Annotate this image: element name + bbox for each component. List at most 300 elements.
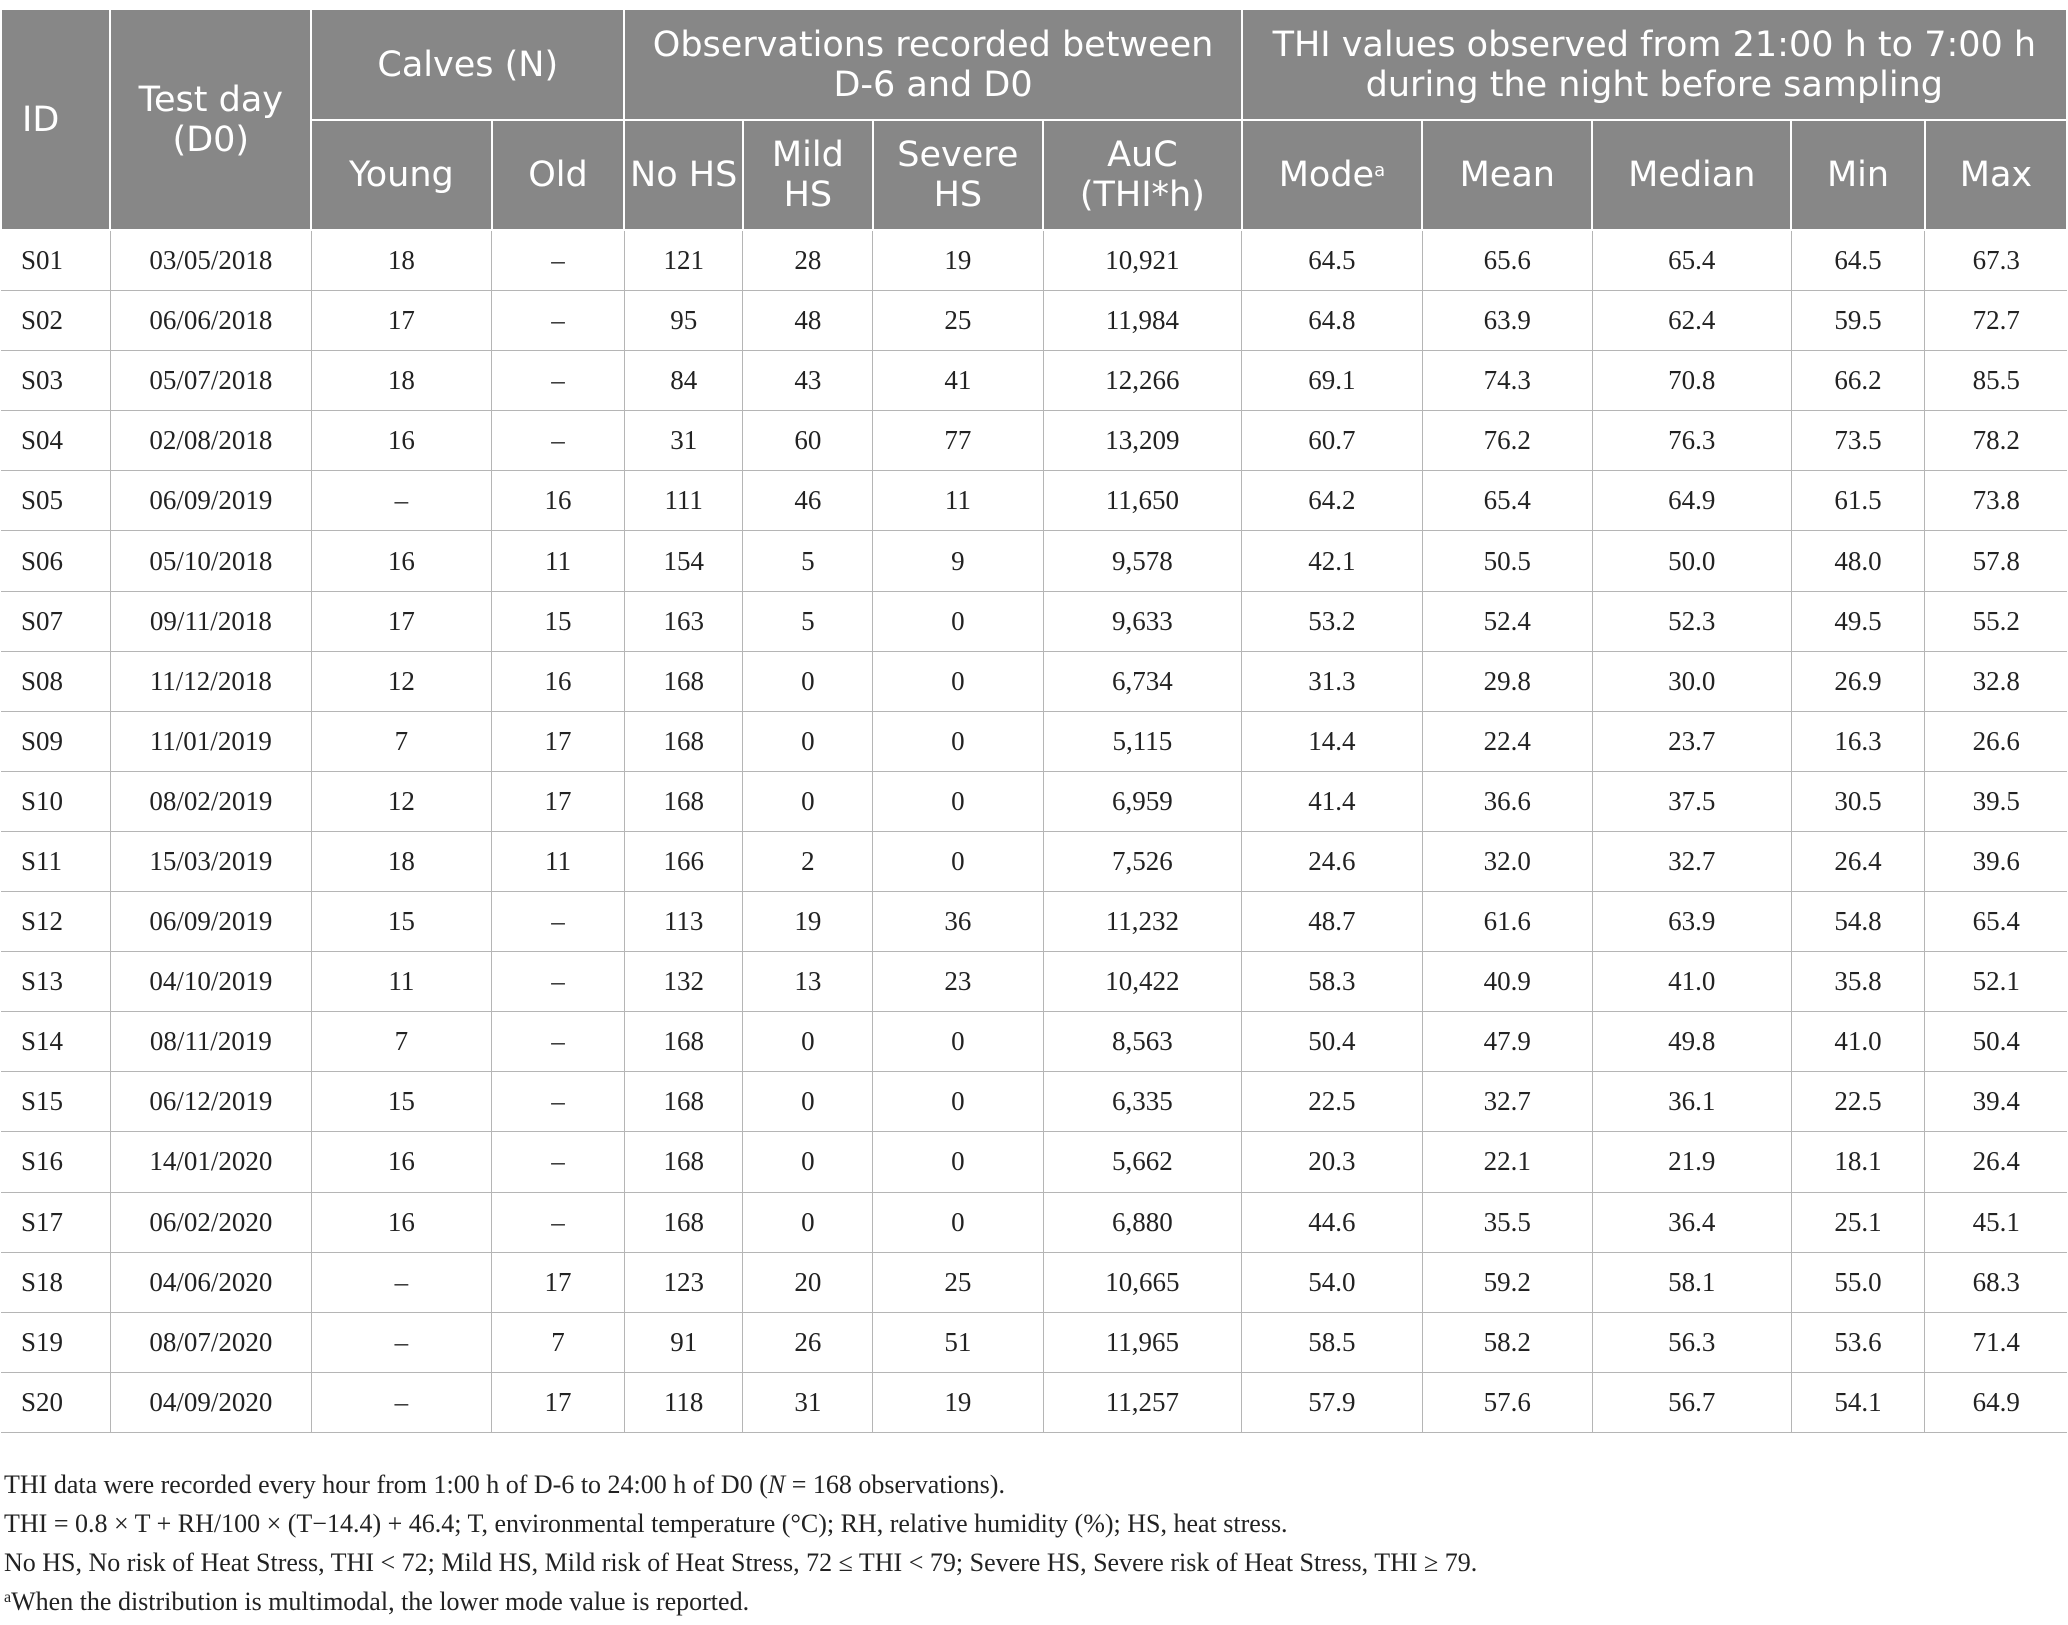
- cell-mode: 48.7: [1242, 892, 1422, 952]
- cell-young: 17: [311, 291, 491, 351]
- cell-mean: 32.7: [1422, 1072, 1592, 1132]
- cell-id: S03: [1, 351, 110, 411]
- cell-old: 11: [492, 531, 625, 591]
- cell-id: S19: [1, 1312, 110, 1372]
- cell-test-day: 05/10/2018: [110, 531, 311, 591]
- footnote-n-symbol: N: [767, 1470, 786, 1499]
- cell-mode: 64.2: [1242, 471, 1422, 531]
- cell-auc: 11,232: [1043, 892, 1242, 952]
- cell-young: –: [311, 1312, 491, 1372]
- cell-id: S05: [1, 471, 110, 531]
- cell-test-day: 05/07/2018: [110, 351, 311, 411]
- cell-auc: 9,578: [1043, 531, 1242, 591]
- cell-mode: 42.1: [1242, 531, 1422, 591]
- cell-min: 26.4: [1791, 831, 1925, 891]
- cell-severe-hs: 23: [873, 952, 1043, 1012]
- cell-max: 52.1: [1925, 952, 2067, 1012]
- col-max-header: Max: [1925, 120, 2067, 230]
- footnote-thi-formula: THI = 0.8 × T + RH/100 × (T−14.4) + 46.4; T, environmental temperature (°C); RH, relative humidity (%); HS, heat stress.: [4, 1509, 1288, 1538]
- table-footnotes: [0, 1465, 2068, 1621]
- cell-no-hs: 168: [624, 651, 743, 711]
- cell-test-day: 06/06/2018: [110, 291, 311, 351]
- cell-old: 17: [492, 771, 625, 831]
- cell-id: S18: [1, 1252, 110, 1312]
- cell-old: 17: [492, 711, 625, 771]
- cell-id: S10: [1, 771, 110, 831]
- mode-label: Mode: [1278, 155, 1375, 195]
- cell-median: 50.0: [1592, 531, 1791, 591]
- cell-test-day: 14/01/2020: [110, 1132, 311, 1192]
- data-table: [0, 8, 2068, 1433]
- cell-min: 18.1: [1791, 1132, 1925, 1192]
- cell-mild-hs: 0: [743, 1012, 873, 1072]
- col-median-header: Median: [1592, 120, 1791, 230]
- col-mode-header: [1242, 120, 1422, 230]
- cell-no-hs: 168: [624, 1012, 743, 1072]
- cell-median: 64.9: [1592, 471, 1791, 531]
- cell-max: 73.8: [1925, 471, 2067, 531]
- cell-id: S06: [1, 531, 110, 591]
- cell-mild-hs: 0: [743, 771, 873, 831]
- cell-min: 55.0: [1791, 1252, 1925, 1312]
- cell-median: 37.5: [1592, 771, 1791, 831]
- cell-mode: 53.2: [1242, 591, 1422, 651]
- cell-mean: 52.4: [1422, 591, 1592, 651]
- table-row: [1, 892, 2067, 952]
- cell-max: 26.6: [1925, 711, 2067, 771]
- cell-old: –: [492, 1072, 625, 1132]
- cell-auc: 7,526: [1043, 831, 1242, 891]
- cell-young: 18: [311, 831, 491, 891]
- cell-min: 22.5: [1791, 1072, 1925, 1132]
- cell-auc: 11,984: [1043, 291, 1242, 351]
- cell-mild-hs: 0: [743, 651, 873, 711]
- cell-mean: 61.6: [1422, 892, 1592, 952]
- cell-min: 66.2: [1791, 351, 1925, 411]
- cell-median: 30.0: [1592, 651, 1791, 711]
- cell-no-hs: 121: [624, 230, 743, 291]
- table-row: [1, 591, 2067, 651]
- cell-mean: 76.2: [1422, 411, 1592, 471]
- cell-old: –: [492, 351, 625, 411]
- cell-max: 32.8: [1925, 651, 2067, 711]
- cell-severe-hs: 0: [873, 591, 1043, 651]
- cell-max: 85.5: [1925, 351, 2067, 411]
- table-row: [1, 1252, 2067, 1312]
- cell-median: 32.7: [1592, 831, 1791, 891]
- cell-auc: 13,209: [1043, 411, 1242, 471]
- col-severe-hs-header: Severe HS: [873, 120, 1043, 230]
- footnote-mode-text: When the distribution is multimodal, the lower mode value is reported.: [11, 1587, 750, 1616]
- cell-mean: 58.2: [1422, 1312, 1592, 1372]
- cell-no-hs: 111: [624, 471, 743, 531]
- cell-test-day: 04/06/2020: [110, 1252, 311, 1312]
- cell-old: 16: [492, 651, 625, 711]
- cell-min: 61.5: [1791, 471, 1925, 531]
- cell-young: –: [311, 471, 491, 531]
- cell-no-hs: 168: [624, 1192, 743, 1252]
- cell-mean: 40.9: [1422, 952, 1592, 1012]
- cell-young: 16: [311, 531, 491, 591]
- cell-min: 16.3: [1791, 711, 1925, 771]
- cell-mild-hs: 5: [743, 531, 873, 591]
- cell-min: 53.6: [1791, 1312, 1925, 1372]
- cell-test-day: 06/02/2020: [110, 1192, 311, 1252]
- cell-mode: 24.6: [1242, 831, 1422, 891]
- cell-young: 15: [311, 892, 491, 952]
- col-min-header: Min: [1791, 120, 1925, 230]
- cell-severe-hs: 77: [873, 411, 1043, 471]
- cell-mean: 57.6: [1422, 1372, 1592, 1432]
- table-row: [1, 1192, 2067, 1252]
- cell-min: 59.5: [1791, 291, 1925, 351]
- cell-auc: 11,650: [1043, 471, 1242, 531]
- col-mean-header: Mean: [1422, 120, 1592, 230]
- cell-id: S12: [1, 892, 110, 952]
- cell-max: 72.7: [1925, 291, 2067, 351]
- cell-auc: 6,335: [1043, 1072, 1242, 1132]
- cell-no-hs: 166: [624, 831, 743, 891]
- cell-max: 45.1: [1925, 1192, 2067, 1252]
- table-row: [1, 291, 2067, 351]
- cell-auc: 12,266: [1043, 351, 1242, 411]
- cell-mild-hs: 0: [743, 711, 873, 771]
- table-row: [1, 1132, 2067, 1192]
- cell-median: 23.7: [1592, 711, 1791, 771]
- cell-max: 71.4: [1925, 1312, 2067, 1372]
- cell-median: 41.0: [1592, 952, 1791, 1012]
- cell-max: 65.4: [1925, 892, 2067, 952]
- cell-max: 67.3: [1925, 230, 2067, 291]
- cell-no-hs: 168: [624, 1132, 743, 1192]
- cell-severe-hs: 0: [873, 1012, 1043, 1072]
- cell-mode: 58.5: [1242, 1312, 1422, 1372]
- cell-test-day: 04/09/2020: [110, 1372, 311, 1432]
- col-test-day-header: Test day (D0): [110, 9, 311, 230]
- cell-max: 39.6: [1925, 831, 2067, 891]
- cell-mean: 50.5: [1422, 531, 1592, 591]
- col-mild-hs-header: Mild HS: [743, 120, 873, 230]
- table-row: [1, 651, 2067, 711]
- cell-id: S17: [1, 1192, 110, 1252]
- cell-mean: 22.4: [1422, 711, 1592, 771]
- cell-young: 16: [311, 1132, 491, 1192]
- cell-young: 16: [311, 411, 491, 471]
- cell-median: 52.3: [1592, 591, 1791, 651]
- thi-group-header: THI values observed from 21:00 h to 7:00 h during the night before sampling: [1242, 9, 2067, 120]
- cell-no-hs: 113: [624, 892, 743, 952]
- cell-young: –: [311, 1372, 491, 1432]
- cell-old: 15: [492, 591, 625, 651]
- cell-mild-hs: 28: [743, 230, 873, 291]
- cell-id: S04: [1, 411, 110, 471]
- cell-mean: 22.1: [1422, 1132, 1592, 1192]
- cell-no-hs: 154: [624, 531, 743, 591]
- calves-group-header: Calves (N): [311, 9, 624, 120]
- cell-auc: 10,422: [1043, 952, 1242, 1012]
- cell-mean: 35.5: [1422, 1192, 1592, 1252]
- cell-auc: 8,563: [1043, 1012, 1242, 1072]
- cell-median: 49.8: [1592, 1012, 1791, 1072]
- cell-mild-hs: 13: [743, 952, 873, 1012]
- cell-young: 7: [311, 711, 491, 771]
- cell-id: S15: [1, 1072, 110, 1132]
- cell-old: 17: [492, 1372, 625, 1432]
- cell-no-hs: 123: [624, 1252, 743, 1312]
- cell-mild-hs: 26: [743, 1312, 873, 1372]
- cell-mean: 65.6: [1422, 230, 1592, 291]
- table-row: [1, 1072, 2067, 1132]
- table-body: [1, 230, 2067, 1432]
- cell-max: 64.9: [1925, 1372, 2067, 1432]
- cell-old: –: [492, 952, 625, 1012]
- col-no-hs-header: No HS: [624, 120, 743, 230]
- cell-mode: 57.9: [1242, 1372, 1422, 1432]
- cell-no-hs: 163: [624, 591, 743, 651]
- cell-no-hs: 31: [624, 411, 743, 471]
- cell-young: 7: [311, 1012, 491, 1072]
- footnote-mode-marker: a: [4, 1589, 12, 1606]
- cell-severe-hs: 0: [873, 831, 1043, 891]
- cell-max: 39.4: [1925, 1072, 2067, 1132]
- cell-mild-hs: 0: [743, 1072, 873, 1132]
- table-row: [1, 351, 2067, 411]
- cell-auc: 9,633: [1043, 591, 1242, 651]
- cell-mild-hs: 48: [743, 291, 873, 351]
- table-row: [1, 1312, 2067, 1372]
- cell-id: S09: [1, 711, 110, 771]
- cell-old: –: [492, 411, 625, 471]
- cell-test-day: 09/11/2018: [110, 591, 311, 651]
- cell-mode: 44.6: [1242, 1192, 1422, 1252]
- cell-young: 11: [311, 952, 491, 1012]
- cell-id: S16: [1, 1132, 110, 1192]
- cell-mode: 20.3: [1242, 1132, 1422, 1192]
- cell-severe-hs: 51: [873, 1312, 1043, 1372]
- cell-min: 54.8: [1791, 892, 1925, 952]
- table-row: [1, 831, 2067, 891]
- cell-mean: 29.8: [1422, 651, 1592, 711]
- cell-mode: 50.4: [1242, 1012, 1422, 1072]
- cell-max: 57.8: [1925, 531, 2067, 591]
- cell-auc: 5,115: [1043, 711, 1242, 771]
- cell-auc: 10,665: [1043, 1252, 1242, 1312]
- cell-mode: 69.1: [1242, 351, 1422, 411]
- cell-auc: 11,257: [1043, 1372, 1242, 1432]
- footnote-sampling-count: = 168 observations).: [785, 1470, 1005, 1499]
- cell-auc: 5,662: [1043, 1132, 1242, 1192]
- col-auc-header: AuC (THI*h): [1043, 120, 1242, 230]
- cell-severe-hs: 36: [873, 892, 1043, 952]
- col-young-header: Young: [311, 120, 491, 230]
- cell-max: 55.2: [1925, 591, 2067, 651]
- cell-severe-hs: 25: [873, 1252, 1043, 1312]
- cell-test-day: 04/10/2019: [110, 952, 311, 1012]
- cell-old: 17: [492, 1252, 625, 1312]
- cell-young: 12: [311, 771, 491, 831]
- footnote-sampling: [0, 1465, 2068, 1504]
- cell-mild-hs: 43: [743, 351, 873, 411]
- cell-mean: 36.6: [1422, 771, 1592, 831]
- cell-young: 12: [311, 651, 491, 711]
- cell-no-hs: 84: [624, 351, 743, 411]
- cell-old: 16: [492, 471, 625, 531]
- footnote-mode: [0, 1582, 2068, 1621]
- table-row: [1, 711, 2067, 771]
- cell-min: 25.1: [1791, 1192, 1925, 1252]
- footnote-sampling-text: THI data were recorded every hour from 1:00 h of D-6 to 24:00 h of D0 (: [4, 1470, 768, 1499]
- cell-mild-hs: 5: [743, 591, 873, 651]
- cell-no-hs: 168: [624, 711, 743, 771]
- cell-young: 15: [311, 1072, 491, 1132]
- cell-old: –: [492, 230, 625, 291]
- table-row: [1, 230, 2067, 291]
- cell-mild-hs: 20: [743, 1252, 873, 1312]
- table-row: [1, 952, 2067, 1012]
- cell-test-day: 06/12/2019: [110, 1072, 311, 1132]
- cell-severe-hs: 41: [873, 351, 1043, 411]
- cell-mean: 74.3: [1422, 351, 1592, 411]
- cell-mode: 64.8: [1242, 291, 1422, 351]
- cell-id: S20: [1, 1372, 110, 1432]
- cell-max: 26.4: [1925, 1132, 2067, 1192]
- cell-test-day: 08/07/2020: [110, 1312, 311, 1372]
- cell-mode: 22.5: [1242, 1072, 1422, 1132]
- cell-mild-hs: 60: [743, 411, 873, 471]
- cell-max: 68.3: [1925, 1252, 2067, 1312]
- cell-old: –: [492, 892, 625, 952]
- cell-no-hs: 95: [624, 291, 743, 351]
- cell-young: –: [311, 1252, 491, 1312]
- cell-min: 73.5: [1791, 411, 1925, 471]
- cell-median: 36.1: [1592, 1072, 1791, 1132]
- cell-test-day: 02/08/2018: [110, 411, 311, 471]
- cell-old: –: [492, 291, 625, 351]
- cell-median: 56.7: [1592, 1372, 1791, 1432]
- cell-no-hs: 168: [624, 771, 743, 831]
- cell-severe-hs: 0: [873, 1072, 1043, 1132]
- cell-test-day: 15/03/2019: [110, 831, 311, 891]
- cell-no-hs: 168: [624, 1072, 743, 1132]
- cell-mean: 59.2: [1422, 1252, 1592, 1312]
- cell-mode: 14.4: [1242, 711, 1422, 771]
- cell-severe-hs: 11: [873, 471, 1043, 531]
- cell-auc: 10,921: [1043, 230, 1242, 291]
- cell-auc: 6,959: [1043, 771, 1242, 831]
- col-old-header: Old: [492, 120, 625, 230]
- table-row: [1, 1012, 2067, 1072]
- cell-id: S02: [1, 291, 110, 351]
- cell-mean: 63.9: [1422, 291, 1592, 351]
- cell-severe-hs: 9: [873, 531, 1043, 591]
- cell-id: S07: [1, 591, 110, 651]
- cell-min: 41.0: [1791, 1012, 1925, 1072]
- cell-max: 50.4: [1925, 1012, 2067, 1072]
- cell-old: 7: [492, 1312, 625, 1372]
- cell-median: 65.4: [1592, 230, 1791, 291]
- cell-mild-hs: 0: [743, 1192, 873, 1252]
- cell-median: 62.4: [1592, 291, 1791, 351]
- cell-test-day: 08/11/2019: [110, 1012, 311, 1072]
- table-header: [1, 9, 2067, 230]
- cell-min: 35.8: [1791, 952, 1925, 1012]
- cell-test-day: 08/02/2019: [110, 771, 311, 831]
- cell-old: –: [492, 1192, 625, 1252]
- footnote-hs-categories: No HS, No risk of Heat Stress, THI < 72; Mild HS, Mild risk of Heat Stress, 72 ≤ THI < 79; Severe HS, Severe risk of Heat Stress, THI ≥ 79.: [4, 1548, 1478, 1577]
- cell-test-day: 06/09/2019: [110, 471, 311, 531]
- cell-id: S08: [1, 651, 110, 711]
- cell-severe-hs: 0: [873, 711, 1043, 771]
- cell-min: 54.1: [1791, 1372, 1925, 1432]
- mode-footnote-marker: a: [1374, 160, 1386, 181]
- cell-severe-hs: 19: [873, 1372, 1043, 1432]
- cell-no-hs: 118: [624, 1372, 743, 1432]
- cell-auc: 6,734: [1043, 651, 1242, 711]
- cell-id: S14: [1, 1012, 110, 1072]
- cell-id: S13: [1, 952, 110, 1012]
- cell-young: 18: [311, 351, 491, 411]
- cell-median: 21.9: [1592, 1132, 1791, 1192]
- cell-old: –: [492, 1012, 625, 1072]
- col-id-header: ID: [1, 9, 110, 230]
- cell-mean: 32.0: [1422, 831, 1592, 891]
- cell-mode: 31.3: [1242, 651, 1422, 711]
- cell-mode: 64.5: [1242, 230, 1422, 291]
- cell-auc: 6,880: [1043, 1192, 1242, 1252]
- cell-min: 30.5: [1791, 771, 1925, 831]
- cell-median: 76.3: [1592, 411, 1791, 471]
- cell-severe-hs: 0: [873, 771, 1043, 831]
- table-row: [1, 411, 2067, 471]
- cell-young: 16: [311, 1192, 491, 1252]
- cell-test-day: 11/12/2018: [110, 651, 311, 711]
- cell-max: 39.5: [1925, 771, 2067, 831]
- cell-test-day: 06/09/2019: [110, 892, 311, 952]
- table-row: [1, 471, 2067, 531]
- table-row: [1, 771, 2067, 831]
- cell-min: 49.5: [1791, 591, 1925, 651]
- cell-mode: 54.0: [1242, 1252, 1422, 1312]
- cell-mode: 60.7: [1242, 411, 1422, 471]
- cell-median: 56.3: [1592, 1312, 1791, 1372]
- cell-young: 18: [311, 230, 491, 291]
- cell-min: 64.5: [1791, 230, 1925, 291]
- cell-mild-hs: 2: [743, 831, 873, 891]
- cell-mean: 65.4: [1422, 471, 1592, 531]
- cell-no-hs: 91: [624, 1312, 743, 1372]
- cell-severe-hs: 19: [873, 230, 1043, 291]
- cell-id: S01: [1, 230, 110, 291]
- cell-auc: 11,965: [1043, 1312, 1242, 1372]
- cell-test-day: 03/05/2018: [110, 230, 311, 291]
- cell-severe-hs: 0: [873, 1192, 1043, 1252]
- cell-median: 63.9: [1592, 892, 1791, 952]
- cell-min: 26.9: [1791, 651, 1925, 711]
- cell-old: 11: [492, 831, 625, 891]
- cell-severe-hs: 25: [873, 291, 1043, 351]
- table-row: [1, 531, 2067, 591]
- cell-min: 48.0: [1791, 531, 1925, 591]
- observations-group-header: Observations recorded between D-6 and D0: [624, 9, 1241, 120]
- cell-max: 78.2: [1925, 411, 2067, 471]
- cell-young: 17: [311, 591, 491, 651]
- cell-severe-hs: 0: [873, 1132, 1043, 1192]
- cell-severe-hs: 0: [873, 651, 1043, 711]
- cell-mean: 47.9: [1422, 1012, 1592, 1072]
- table-row: [1, 1372, 2067, 1432]
- cell-mild-hs: 19: [743, 892, 873, 952]
- cell-mild-hs: 46: [743, 471, 873, 531]
